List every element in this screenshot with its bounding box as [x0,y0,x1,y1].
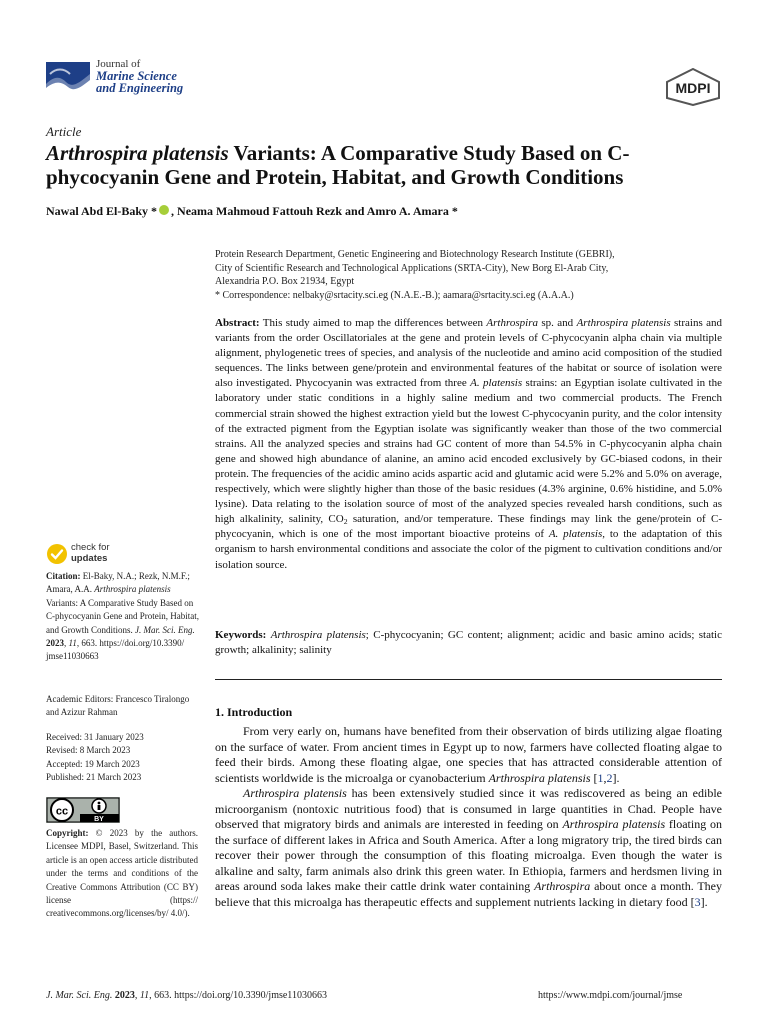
authors [46,204,458,219]
date-accepted: Accepted: 19 March 2023 [46,758,140,769]
footer-year: 2023 [112,990,135,1001]
date-published: Published: 21 March 2023 [46,772,142,783]
paragraph-text: From very early on, humans have benefited from their observation of birds utilizing algae floating on the surface of water. From ancient times in Egypt up to now, farmers have collected floating algae to feed their birds. Among these floating algae, one species that has attracted considerable attention of scientists worldwide is the microalga or cyanobacterium [215,724,722,785]
abstract-text: , to the adaptation of this organism to harsh environmental conditions and associate the color of the pigment to cultivation conditions and/or isolation source. [215,528,722,571]
paragraph-italic: Arthrospira platensis [243,786,347,800]
paragraph-text: floating on the surface of different lakes in Africa and South America. After a long migratory trip, the tired birds can recover their power through the consumption of this floating microalga. Even though the water is alkaline and salty, farm animals also drink this green water. In Ethiopia, farmers and herdsmen living in areas around soda lakes make their cattle drink water containing [215,817,723,893]
paragraph-italic: Arthrospira platensis [562,817,666,831]
abstract-text: sp. and [537,317,577,329]
affiliation-line: Alexandria P.O. Box 21934, Egypt [215,276,355,287]
copyright-text: © 2023 by the authors. Licensee MDPI, Basel, Switzerland. This article is an open access article distributed under the terms and conditions of the Creative Commons Attribution (CC BY) license (https:// creativecommons.org/licenses/by/ 4.0/). [46,828,198,919]
keywords [215,628,722,658]
abstract [215,316,722,573]
orcid-icon[interactable] [159,205,169,215]
copyright [46,827,198,921]
paragraph-italic: Arthrospira [534,879,591,893]
check-for-updates[interactable] [71,543,110,564]
citation-doi[interactable]: , 663. https://doi.org/10.3390/ jmse11030663 [46,638,185,662]
publisher-logo-text: MDPI [675,80,711,96]
abstract-text: saturation, and/or temperature. These findings may link the gene/protein of C-phycocyanin, which is one of the most important bioactive proteins of [215,513,722,541]
check-for-updates-icon[interactable] [46,543,68,565]
abstract-subscript: 2 [343,517,348,527]
journal-name-line3: and Engineering [96,81,184,95]
cc-badge-label: BY [94,816,104,823]
keywords-text: ; C-phycocyanin; GC content; alignment; acidic and basic amino acids; static growth; alkalinity; salinity [215,629,722,657]
journal-logo-icon [46,62,90,96]
footer-doi[interactable]: , 663. https://doi.org/10.3390/jmse11030663 [149,990,327,1001]
section-divider [215,679,722,680]
article-type: Article [46,124,82,139]
footer-url[interactable]: https://www.mdpi.com/journal/jmse [538,990,683,1001]
check-for-updates-line2: updates [71,552,108,564]
paragraph-text: about once a month. They believe that this microalga has therapeutic effects and supplement nutrients lacking in dietary food [ [215,879,722,909]
reference-link[interactable]: 1 [597,770,604,785]
date-revised: Revised: 8 March 2023 [46,745,131,756]
affiliation-line: City of Scientific Research and Technological Applications (SRTA-City), New Borg El-Arab City, [215,262,609,274]
authors-rest: , Neama Mahmoud Fattouh Rezk and Amro A. Amara * [171,204,458,218]
citation-text: Variants: A Comparative Study Based on C-phycocyanin Gene and Protein, Habitat, and Growth Conditions. [46,597,199,635]
citation-volume: 11 [68,638,77,649]
paragraph-text: ]. [612,770,620,785]
journal-name-line2: Marine Science [96,69,177,83]
journal-name-line1: Journal of [96,58,141,70]
abstract-label: Abstract: [215,317,260,329]
check-for-updates-line1: check for [71,542,110,553]
abstract-italic: Arthrospira [486,317,538,329]
paragraph-text: [ [590,770,598,785]
academic-editors: Academic Editors: Francesco Tiralongo and Azizur Rahman [46,694,190,718]
citation [46,570,204,664]
citation-italic: Arthrospira platensis [94,584,171,595]
journal-name [96,58,183,94]
author-1: Nawal Abd El-Baky * [46,204,158,218]
article-dates [46,731,204,785]
paragraph-text: has been extensively studied since it was rediscovered as being an edible microorganism (nontoxic nutritious food) that is consumed in large quantities in Chad. People have observed that migratory birds and animals are interested in feeding on [215,786,722,831]
article-title [46,141,736,189]
keywords-label: Keywords: [215,629,267,641]
introduction-body [215,724,722,910]
paragraph [215,724,722,786]
abstract-italic: A. platensis [470,377,523,390]
citation-italic: J. Mar. Sci. Eng. [135,624,195,635]
footer-journal: J. Mar. Sci. Eng. [46,990,113,1001]
abstract-text: strains and variants from the order Oscillatoriales at the gene and protein levels of C-phycocyanin alpha chain via multiple alignment, phylogenetic trees of species, and analysis of the nucleotide and amino acid composition of the studied sequences. The links between gene/protein and environmental features of the habitat or source of isolation were also investigated. Phycocyanin was extracted from three [215,317,723,390]
correspondence: * Correspondence: nelbaky@srtacity.sci.eg (N.A.E.-B.); aamara@srtacity.sci.eg (A.A.A.) [215,289,574,301]
paragraph [215,786,722,910]
affiliation [215,248,725,302]
keywords-italic: Arthrospira platensis [270,629,366,641]
abstract-italic: A. platensis [548,528,603,541]
footer-volume: 11 [139,990,150,1001]
paragraph-italic: Arthrospira platensis [488,770,591,785]
title-rest: Variants: A Comparative Study Based on C-phycocyanin Gene and Protein, Habitat, and Growth Conditions [46,141,630,189]
svg-text:cc: cc [55,805,69,818]
abstract-text: strains: an Egyptian isolate cultivated in the laboratory under static conditions in a highly saline medium and two commercial products. The French commercial strain showed the highest extraction yield but the lowest C-phycocyanin purity, and the color intensity of the extracted pigment from the Egyptian isolate was significantly weaker than those of the two commercial strains. All the analyzed species and strains had GC content of more than 54.5% in C-phycocyanin alpha chain gene and showed high abundance of alanine, an amino acid encoded exclusively by GC-biased codons, in their protein. The frequencies of the acidic amino acids aspartic acid and glutamic acid were 5.2% and 5.0% on average, respectively, which were slightly higher than those of the basic residues (4.3% arginine, 0.6% histidine, and 5.0% lysine). Data relating to the isolation source of most of the analyzed species revealed harsh conditions, such as high alkalinity, salinity, CO [215,377,722,526]
date-received: Received: 31 January 2023 [46,732,144,742]
section-heading: 1. Introduction [215,705,293,719]
paragraph-text: , [603,770,607,785]
reference-link[interactable]: 2 [606,770,613,785]
abstract-italic: Arthrospira platensis [576,317,671,329]
footer-text: , [134,990,140,1001]
reference-link[interactable]: 3 [694,894,701,909]
cc-by-license-icon[interactable] [46,797,120,823]
mdpi-logo-icon [664,68,722,106]
footer-citation [46,990,327,1001]
citation-year: 2023 [46,638,64,649]
abstract-text: This study aimed to map the differences between [259,317,487,329]
title-italic: Arthrospira platensis [46,141,229,165]
copyright-label: Copyright: [46,828,89,838]
citation-text: El-Baky, N.A.; Rezk, N.M.F.; Amara, A.A. [46,571,190,595]
affiliation-line: Protein Research Department, Genetic Engineering and Biotechnology Research Institute (GEBRI), [215,249,615,260]
citation-label: Citation: [46,571,81,581]
citation-text: , [64,638,69,649]
paragraph-text: ]. [700,894,708,909]
